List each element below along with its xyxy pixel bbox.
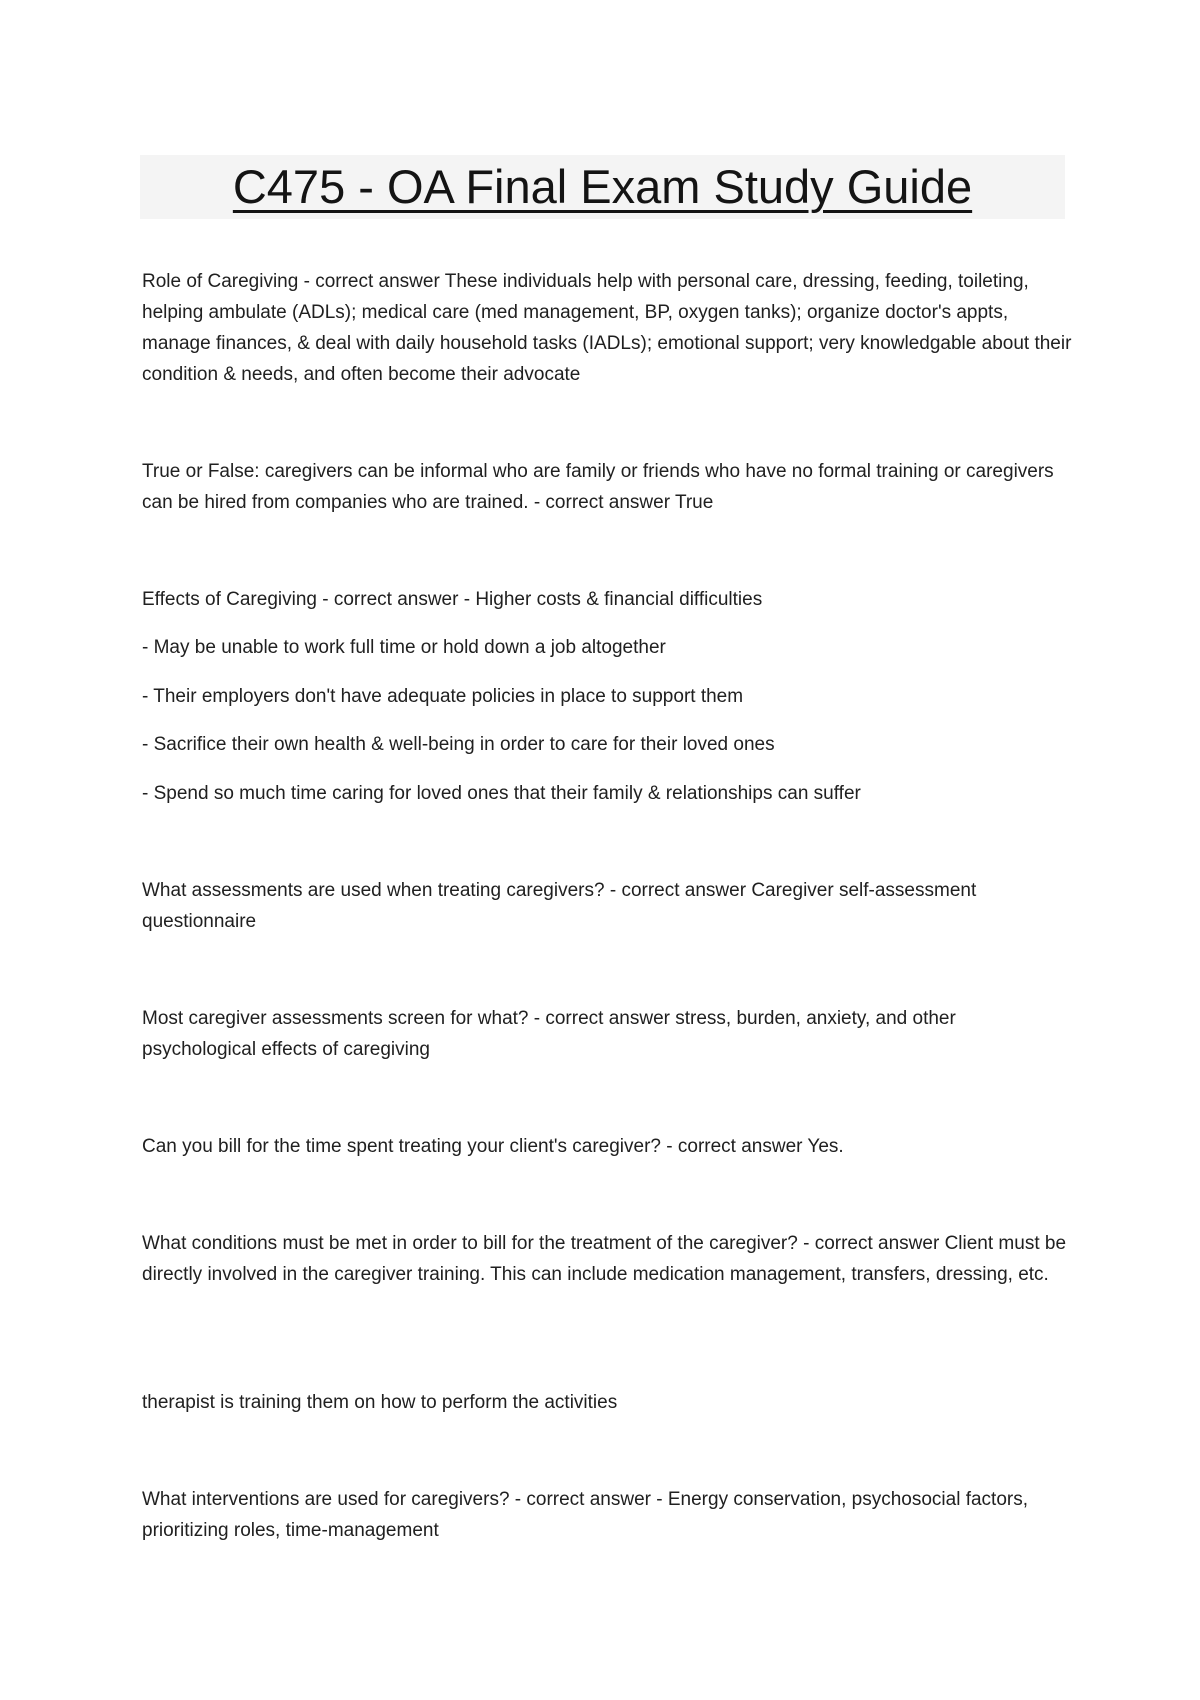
paragraph-screen-for-what: Most caregiver assessments screen for what? - correct answer stress, burden, anxiety, and other psychological effects of caregiving — [142, 1008, 956, 1060]
paragraph-effects-of-caregiving: Effects of Caregiving - correct answer - Higher costs & financial difficulties — [142, 589, 763, 610]
effects-bullet-1: - May be unable to work full time or hold down a job altogether — [142, 637, 666, 658]
effects-bullet-2: - Their employers don't have adequate policies in place to support them — [142, 686, 744, 707]
paragraph-true-or-false: True or False: caregivers can be informal who are family or friends who have no formal training or caregivers can be hired from companies who are trained. - correct answer True — [142, 461, 1054, 513]
paragraph-assessments: What assessments are used when treating caregivers? - correct answer Caregiver self-assessment questionnaire — [142, 880, 977, 932]
paragraph-interventions: What interventions are used for caregivers? - correct answer - Energy conservation, psychosocial factors, prioritizing roles, time-management — [142, 1489, 1028, 1541]
paragraph-billing-conditions: What conditions must be met in order to bill for the treatment of the caregiver? - correct answer Client must be directly involved in the caregiver training. This can include medication management, transfers, dressing, etc. — [142, 1233, 1067, 1285]
effects-bullet-4: - Spend so much time caring for loved ones that their family & relationships can suffer — [142, 783, 861, 804]
document-title: C475 - OA Final Exam Study Guide — [232, 160, 973, 213]
effects-bullet-3: - Sacrifice their own health & well-being in order to care for their loved ones — [142, 734, 775, 755]
paragraph-role-of-caregiving: Role of Caregiving - correct answer These individuals help with personal care, dressing, feeding, toileting, helping ambulate (ADLs); medical care (med management, BP, oxygen tanks); organize doctor's appts, manage finances, & deal with daily household tasks (IADLs); emotional support; very knowledgable about their condition & needs, and often become their advocate — [142, 271, 1072, 385]
paragraph-bill-for-time: Can you bill for the time spent treating your client's caregiver? - correct answer Yes. — [142, 1136, 844, 1157]
paragraph-therapist-training: therapist is training them on how to perform the activities — [142, 1392, 618, 1413]
